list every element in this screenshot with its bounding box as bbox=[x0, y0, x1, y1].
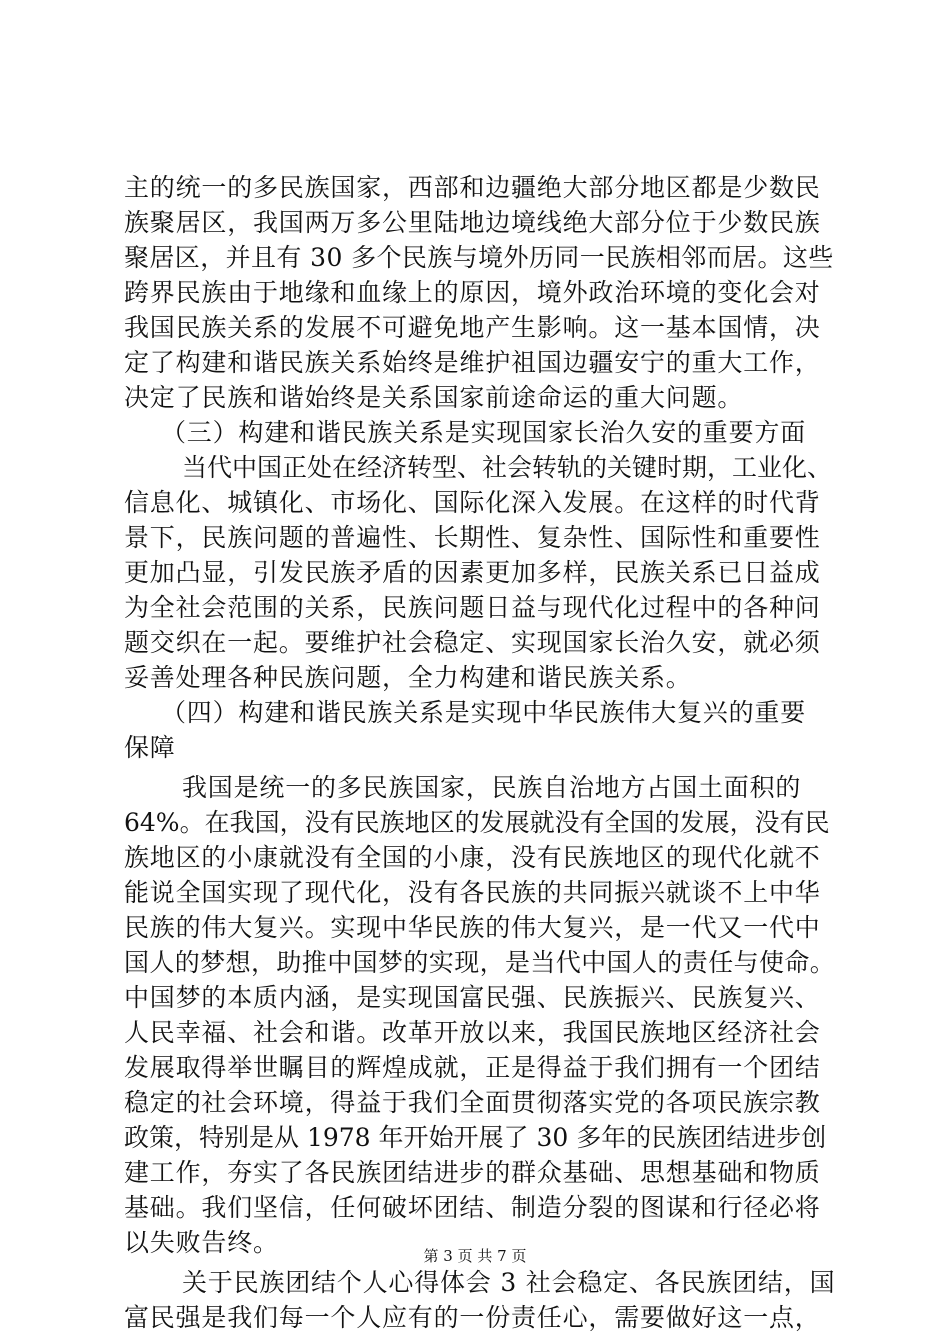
text-line: 人民幸福、社会和谐。改革开放以来，我国民族地区经济社会 bbox=[124, 1018, 821, 1047]
text-line: 政策，特别是从 1978 年开始开展了 30 多年的民族团结进步创 bbox=[124, 1123, 827, 1152]
section-heading-4: （四）构建和谐民族关系是实现中华民族伟大复兴的重要 bbox=[161, 698, 807, 727]
text-line: 为全社会范围的关系，民族问题日益与现代化过程中的各种问 bbox=[124, 593, 821, 622]
text-line: 定了构建和谐民族关系始终是维护祖国边疆安宁的重大工作， bbox=[124, 348, 821, 377]
body-text bbox=[124, 170, 836, 1335]
section-heading-3: （三）构建和谐民族关系是实现国家长治久安的重要方面 bbox=[161, 418, 807, 447]
text-line: 信息化、城镇化、市场化、国际化深入发展。在这样的时代背 bbox=[124, 488, 821, 517]
text-line: 基础。我们坚信，任何破坏团结、制造分裂的图谋和行径必将 bbox=[124, 1193, 821, 1222]
text-line: 聚居区，并且有 30 多个民族与境外历同一民族相邻而居。这些 bbox=[124, 243, 834, 272]
text-line: 我国是统一的多民族国家，民族自治地方占国土面积的 bbox=[182, 773, 802, 802]
text-line: 主的统一的多民族国家，西部和边疆绝大部分地区都是少数民 bbox=[124, 173, 821, 202]
text-line: 题交织在一起。要维护社会稳定、实现国家长治久安，就必须 bbox=[124, 628, 821, 657]
text-line: 富民强是我们每一个人应有的一份责任心，需要做好这一点， bbox=[124, 1303, 821, 1332]
text-line: 族地区的小康就没有全国的小康，没有民族地区的现代化就不 bbox=[124, 843, 821, 872]
text-line: 当代中国正处在经济转型、社会转轨的关键时期，工业化、 bbox=[182, 453, 833, 482]
text-line: 中国梦的本质内涵，是实现国富民强、民族振兴、民族复兴、 bbox=[124, 983, 821, 1012]
text-line: 妥善处理各种民族问题，全力构建和谐民族关系。 bbox=[124, 663, 692, 692]
text-line: 以失败告终。 bbox=[124, 1228, 279, 1257]
section-heading-4-cont: 保障 bbox=[124, 733, 176, 762]
text-line: 国人的梦想，助推中国梦的实现，是当代中国人的责任与使命。 bbox=[124, 948, 836, 977]
text-line: 发展取得举世瞩目的辉煌成就，正是得益于我们拥有一个团结 bbox=[124, 1053, 821, 1082]
page-footer: 第 3 页 共 7 页 bbox=[423, 1247, 527, 1265]
text-line: 决定了民族和谐始终是关系国家前途命运的重大问题。 bbox=[124, 383, 744, 412]
text-line: 跨界民族由于地缘和血缘上的原因，境外政治环境的变化会对 bbox=[124, 278, 821, 307]
text-line: 我国民族关系的发展不可避免地产生影响。这一基本国情，决 bbox=[124, 313, 821, 342]
text-line: 64%。在我国，没有民族地区的发展就没有全国的发展，没有民 bbox=[124, 808, 830, 837]
text-line: 景下，民族问题的普遍性、长期性、复杂性、国际性和重要性 bbox=[124, 523, 821, 552]
text-line: 关于民族团结个人心得体会 3 社会稳定、各民族团结，国 bbox=[182, 1268, 836, 1297]
text-line: 族聚居区，我国两万多公里陆地边境线绝大部分位于少数民族 bbox=[124, 208, 821, 237]
text-line: 民族的伟大复兴。实现中华民族的伟大复兴，是一代又一代中 bbox=[124, 913, 821, 942]
text-line: 建工作，夯实了各民族团结进步的群众基础、思想基础和物质 bbox=[124, 1158, 821, 1187]
text-line: 能说全国实现了现代化，没有各民族的共同振兴就谈不上中华 bbox=[124, 878, 821, 907]
text-line: 更加凸显，引发民族矛盾的因素更加多样，民族关系已日益成 bbox=[124, 558, 821, 587]
text-line: 稳定的社会环境，得益于我们全面贯彻落实党的各项民族宗教 bbox=[124, 1088, 821, 1117]
